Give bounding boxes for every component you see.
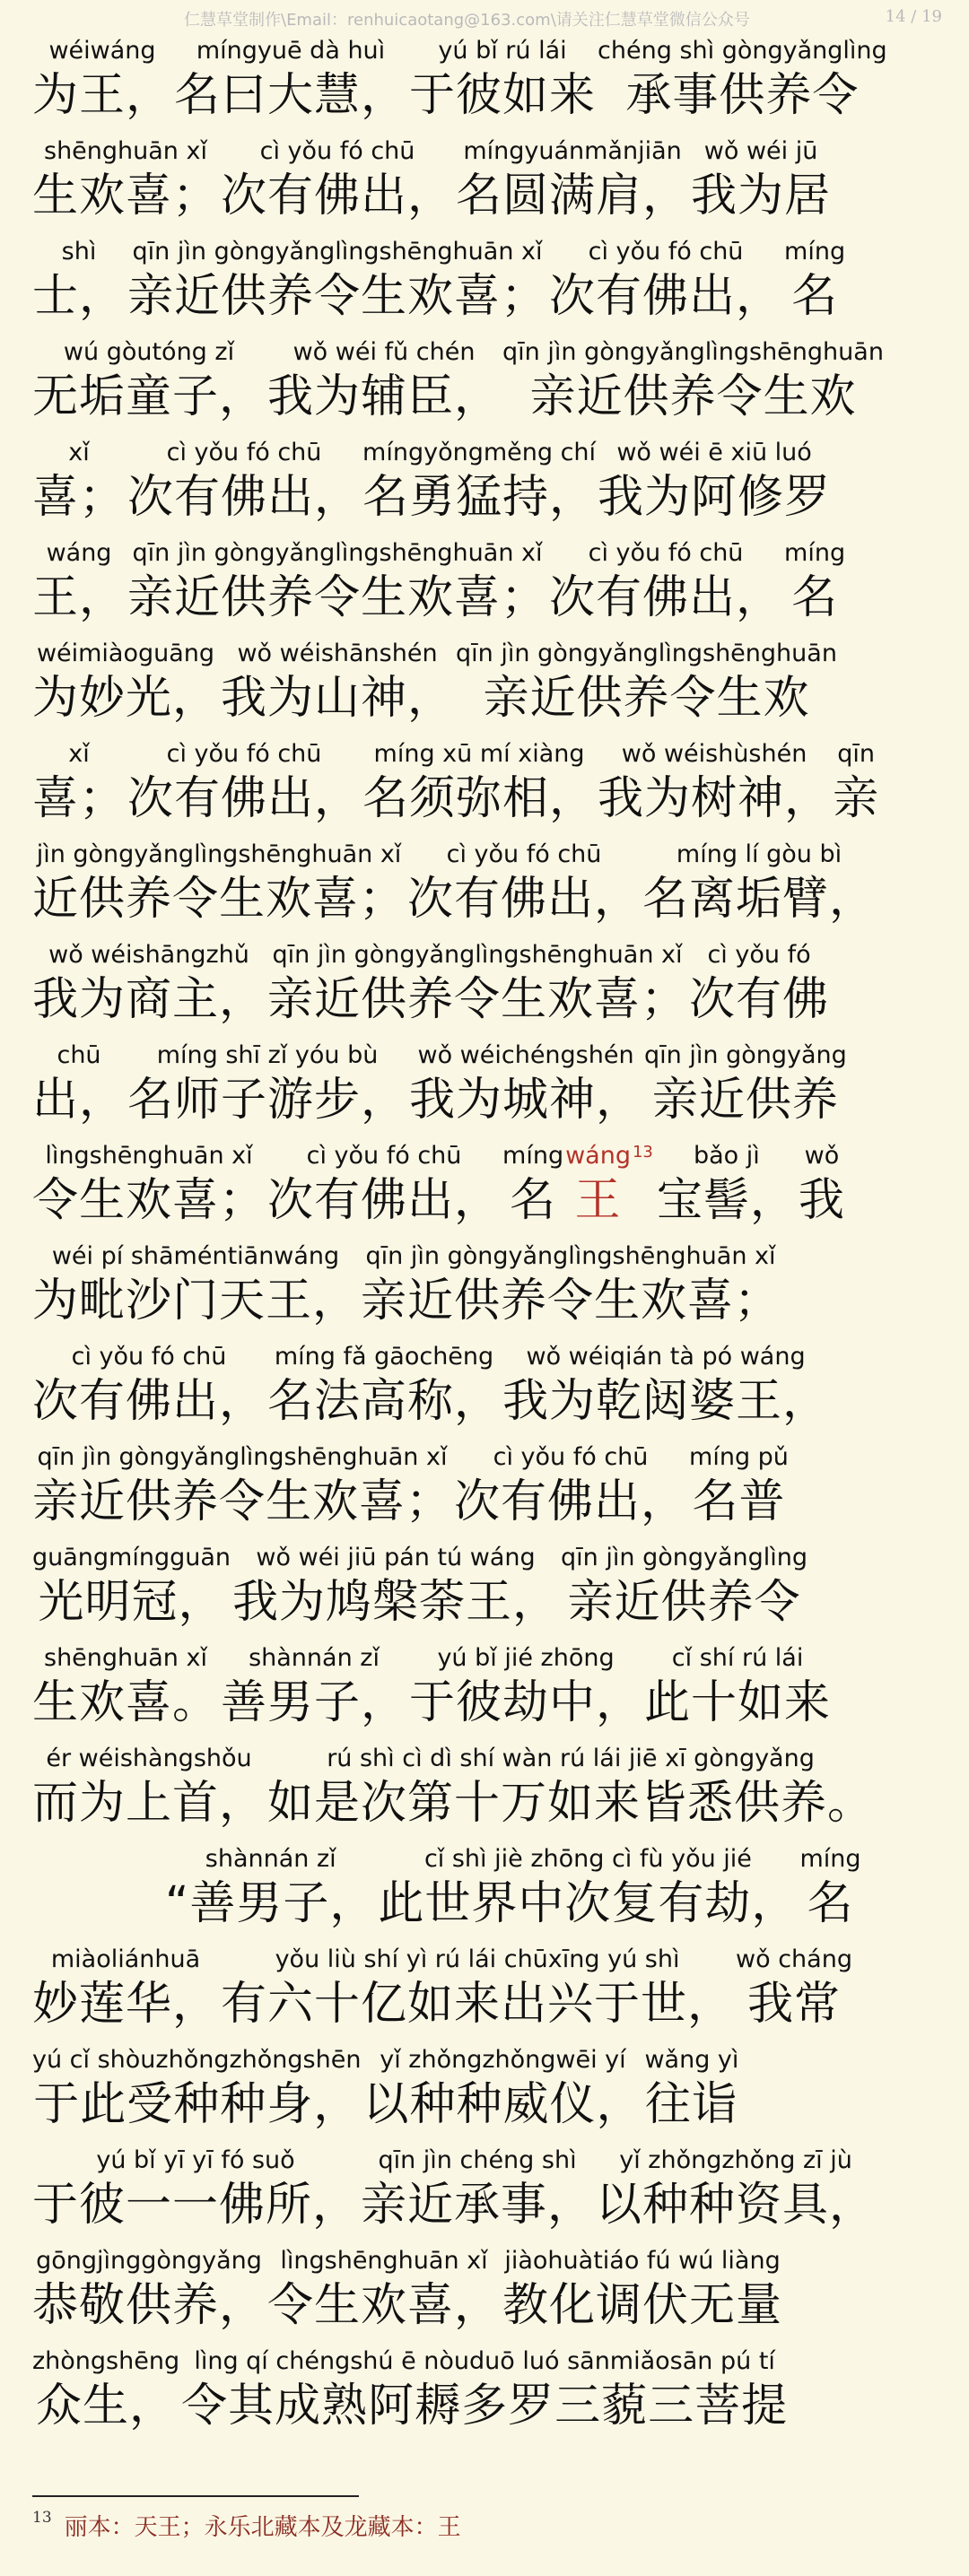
annotated-phrase xyxy=(644,2045,738,2135)
annotated-phrase xyxy=(456,136,689,226)
text-line xyxy=(32,639,944,739)
annotated-phrase xyxy=(32,1040,126,1130)
annotated-phrase xyxy=(32,136,219,226)
hanzi: 名曰大慧， xyxy=(174,69,408,122)
pinyin: wǒ xyxy=(804,1142,840,1170)
annotated-phrase xyxy=(691,136,831,226)
pinyin: qīn xyxy=(837,740,875,768)
pinyin: wǒ wéi jū xyxy=(703,137,818,165)
annotated-phrase xyxy=(689,1442,789,1532)
pinyin: míng lí gòu bì xyxy=(676,840,842,868)
hanzi: 有六十亿如来出兴于世， xyxy=(221,1978,735,2031)
hanzi: 次有佛出， xyxy=(127,471,362,524)
hanzi: 于彼如来 xyxy=(409,69,597,122)
annotated-phrase xyxy=(362,438,596,527)
hanzi: 于彼劫中， xyxy=(409,1676,643,1729)
annotated-phrase xyxy=(32,438,126,527)
hanzi: 亲近供养令生欢喜； xyxy=(361,1275,781,1327)
annotated-phrase xyxy=(127,739,361,829)
text-line xyxy=(32,36,944,136)
hanzi: 亲近供养令生欢喜； xyxy=(267,973,688,1026)
pinyin: ér wéishàngshǒu xyxy=(46,1745,252,1772)
pinyin: wǒ wéishùshén xyxy=(621,740,808,768)
annotated-phrase xyxy=(456,639,837,728)
annotated-phrase xyxy=(267,1342,501,1432)
text-line xyxy=(32,1543,944,1643)
pinyin: cì yǒu fó chū xyxy=(306,1142,462,1170)
annotated-phrase xyxy=(267,1141,501,1231)
pinyin: míngyuē dà huì xyxy=(196,37,386,65)
hanzi: 王 xyxy=(574,1174,622,1227)
pinyin: yú bǐ jié zhōng xyxy=(437,1644,615,1672)
hanzi: 如是次第十万如来皆悉供养。 xyxy=(267,1777,875,1830)
annotated-phrase xyxy=(267,337,501,427)
hanzi: 以种种资具， xyxy=(596,2179,877,2232)
pinyin: cǐ shí rú lái xyxy=(671,1644,804,1672)
pinyin: wáng xyxy=(46,539,112,567)
annotated-phrase xyxy=(644,1643,831,1733)
hanzi: 次有佛出， xyxy=(32,1375,266,1428)
pinyin: qīn jìn gòngyǎng xyxy=(644,1041,847,1069)
annotated-phrase xyxy=(362,739,596,829)
hanzi: 名离垢臂， xyxy=(642,873,877,926)
hanzi: 我为城神， xyxy=(409,1074,643,1127)
pinyin: cì yǒu fó chū xyxy=(259,137,415,165)
hanzi: 亲近承事， xyxy=(361,2179,595,2232)
text-line xyxy=(32,1744,944,1844)
pinyin: qīn jìn gòngyǎnglìngshēnghuān xǐ xyxy=(272,941,683,969)
hanzi: 为毗沙门天王， xyxy=(32,1275,360,1327)
text-line xyxy=(32,1141,944,1241)
annotated-phrase xyxy=(127,237,547,326)
hanzi: 令生欢喜； xyxy=(32,1174,266,1227)
pinyin: yǐ zhǒngzhǒngwēi yí xyxy=(380,2046,626,2074)
hanzi: 众生， xyxy=(36,2380,177,2432)
hanzi: 我为辅臣， xyxy=(267,370,502,423)
hanzi: 次有佛出， xyxy=(221,170,455,222)
hanzi: 名须弥相， xyxy=(362,772,597,825)
hanzi: “善男子， xyxy=(165,1877,377,1930)
hanzi: 亲近供养令生欢 xyxy=(483,672,810,725)
pinyin: qīn jìn gòngyǎnglìngshēnghuān xyxy=(456,640,837,667)
annotated-phrase xyxy=(32,36,172,126)
pinyin: wǒ wéishānshén xyxy=(237,640,438,667)
annotated-phrase xyxy=(598,438,831,527)
annotated-phrase xyxy=(267,2246,501,2336)
pinyin: xǐ xyxy=(68,740,90,768)
hanzi: 我为商主， xyxy=(32,973,266,1026)
hanzi: 名普 xyxy=(692,1475,786,1528)
annotated-phrase xyxy=(502,337,884,427)
pinyin: cì yǒu fó chū xyxy=(588,238,744,265)
pinyin: shì xyxy=(61,238,97,265)
hanzi: 次有佛出， xyxy=(549,270,783,323)
annotated-phrase xyxy=(32,739,126,829)
hanzi: 我为乾闼婆王， xyxy=(502,1375,830,1428)
pinyin: yǐ zhǒngzhǒng zī jù xyxy=(619,2146,852,2174)
hanzi: 而为上首， xyxy=(32,1777,266,1830)
hanzi: 妙莲华， xyxy=(32,1978,220,2031)
hanzi: 次有佛出， xyxy=(127,772,362,825)
hanzi: 于彼一一佛所， xyxy=(32,2179,360,2232)
pinyin: wǒ wéiqián tà pó wáng xyxy=(526,1343,806,1371)
annotated-phrase xyxy=(784,237,845,326)
hanzi: 此世界中次复有劫， xyxy=(378,1877,799,1930)
text-line xyxy=(32,538,944,639)
pinyin: míng xyxy=(502,1142,564,1170)
annotated-phrase xyxy=(784,538,845,628)
hanzi: 次有佛出， xyxy=(454,1475,688,1528)
annotated-phrase xyxy=(127,538,547,628)
annotated-phrase xyxy=(32,1543,231,1632)
pinyin: míng pǔ xyxy=(689,1443,789,1471)
pinyin: wǒ wéishāngzhǔ xyxy=(48,941,249,969)
hanzi: 次有佛 xyxy=(689,973,830,1026)
hanzi: 出， xyxy=(32,1074,127,1127)
pinyin: cì yǒu fó chū xyxy=(493,1443,649,1471)
pinyin: miàoliánhuā xyxy=(50,1945,201,1973)
pinyin: cì yǒu fó chū xyxy=(166,740,322,768)
annotated-phrase xyxy=(32,840,406,929)
annotated-phrase xyxy=(32,1744,266,1833)
text-line xyxy=(32,136,944,237)
annotated-phrase xyxy=(689,940,829,1030)
hanzi: 名 xyxy=(510,1174,557,1227)
hanzi: 亲近供养令生欢喜； xyxy=(127,571,548,624)
hanzi: 恭敬供养， xyxy=(32,2279,266,2332)
pinyin: chū xyxy=(57,1041,101,1069)
hanzi: 近供养令生欢喜； xyxy=(32,873,406,926)
pinyin: shànnán zǐ xyxy=(249,1644,380,1672)
text-line xyxy=(32,337,944,438)
text-line xyxy=(32,2145,944,2246)
hanzi: 无垢童子， xyxy=(32,370,266,423)
annotated-phrase xyxy=(267,1744,874,1833)
annotated-phrase xyxy=(378,1844,798,1934)
pinyin: wéiwáng xyxy=(48,37,156,65)
pinyin: jìn gòngyǎnglìngshēnghuān xǐ xyxy=(36,840,402,868)
pinyin: míngyǒngměng chí xyxy=(362,439,597,466)
footnote-ref[interactable]: 13 xyxy=(632,1143,653,1162)
hanzi: 令其成熟阿耨多罗三藐三菩提 xyxy=(181,2380,789,2432)
annotated-phrase xyxy=(833,739,879,829)
pinyin: wáng xyxy=(565,1142,631,1170)
hanzi: 我 xyxy=(798,1174,845,1227)
pinyin: míng xyxy=(784,539,846,567)
pinyin: lìngshēnghuān xǐ xyxy=(280,2247,488,2275)
pinyin: yú bǐ yī yī fó suǒ xyxy=(96,2146,295,2174)
pinyin: rú shì cì dì shí wàn rú lái jiē xī gòngyǎng xyxy=(327,1745,815,1772)
hanzi: 亲近供养 xyxy=(651,1074,839,1127)
pinyin: míng fǎ gāochēng xyxy=(274,1343,494,1371)
hanzi: 次有佛出， xyxy=(267,1174,502,1227)
pinyin: cǐ shì jiè zhōng cì fù yǒu jié xyxy=(423,1845,752,1873)
hanzi: 王， xyxy=(32,571,127,624)
pinyin: lìng qí chéngshú ē nòuduō luó sānmiǎosān pú tí xyxy=(194,2347,775,2375)
hanzi: 生欢喜。 xyxy=(32,1676,220,1729)
annotated-phrase xyxy=(32,2045,361,2135)
text-line xyxy=(32,840,944,940)
hanzi: 此十如来 xyxy=(644,1676,832,1729)
text-body xyxy=(32,36,944,2447)
annotated-phrase xyxy=(32,1241,359,1331)
footnote-text: 丽本：天王；永乐北藏本及龙藏本：王 xyxy=(64,2514,461,2541)
annotated-phrase xyxy=(32,1945,219,2034)
annotated-phrase xyxy=(502,1342,829,1432)
hanzi: 我为鸠槃荼王， xyxy=(232,1576,560,1629)
text-line xyxy=(32,1643,944,1744)
pinyin: zhòngshēng xyxy=(32,2347,180,2375)
pinyin: bǎo jì xyxy=(694,1142,760,1170)
pinyin: qīn jìn gòngyǎnglìngshēnghuān xyxy=(502,338,884,366)
pinyin: qīn jìn gòngyǎnglìng xyxy=(561,1544,808,1571)
pinyin: cì yǒu fó chū xyxy=(588,539,744,567)
annotated-phrase xyxy=(232,1543,559,1632)
pinyin: gōngjìnggòngyǎng xyxy=(36,2247,262,2275)
hanzi: 亲近供养令 xyxy=(567,1576,801,1629)
hanzi: 我为树神， xyxy=(598,772,832,825)
text-line xyxy=(32,2346,944,2447)
pinyin: yú cǐ shòuzhǒngzhǒngshēn xyxy=(32,2046,362,2074)
annotated-phrase xyxy=(596,2145,876,2235)
hanzi: 次有佛出， xyxy=(549,571,783,624)
annotated-phrase xyxy=(32,2346,179,2436)
annotated-phrase xyxy=(32,337,266,427)
hanzi: 我为山神， xyxy=(221,672,455,725)
annotated-phrase xyxy=(221,136,454,226)
hanzi: 光明冠， xyxy=(38,1576,225,1629)
pinyin: yǒu liù shí yì rú lái chūxīng yú shì xyxy=(275,1945,680,1973)
hanzi: 我为居 xyxy=(691,170,832,222)
annotated-phrase xyxy=(799,1141,845,1231)
pinyin: cì yǒu fó chū xyxy=(446,840,602,868)
text-line xyxy=(32,1945,944,2045)
text-line xyxy=(32,1241,944,1342)
annotated-phrase xyxy=(165,1844,376,1934)
annotated-phrase xyxy=(598,36,887,126)
hanzi: 为王， xyxy=(32,69,173,122)
pinyin: cì yǒu fó xyxy=(707,941,811,969)
text-line xyxy=(32,1844,944,1945)
hanzi: 往诣 xyxy=(644,2078,738,2131)
hanzi: 生欢喜； xyxy=(32,170,220,222)
pinyin: cì yǒu fó chū xyxy=(71,1343,227,1371)
annotated-phrase xyxy=(32,2145,359,2235)
annotated-phrase xyxy=(549,237,782,326)
text-line xyxy=(32,438,944,538)
hanzi: 名圆满肩， xyxy=(456,170,690,222)
annotated-phrase xyxy=(32,237,126,326)
annotated-phrase xyxy=(32,538,126,628)
annotated-phrase xyxy=(32,940,266,1030)
hanzi: 我常 xyxy=(746,1978,841,2031)
pinyin: qīn jìn gòngyǎnglìngshēnghuān xǐ xyxy=(365,1242,776,1270)
hanzi: 亲近供养令生欢喜； xyxy=(127,270,548,323)
text-line xyxy=(32,237,944,337)
hanzi: 以种种威仪， xyxy=(362,2078,643,2131)
hanzi: 名 xyxy=(791,270,839,323)
annotated-phrase xyxy=(409,36,596,126)
footnote xyxy=(32,2509,461,2542)
pinyin: guāngmíngguān xyxy=(32,1544,231,1571)
hanzi: 令生欢喜， xyxy=(267,2279,502,2332)
footnote-divider xyxy=(32,2495,359,2497)
pinyin: míngyuánmǎnjiān xyxy=(463,137,682,165)
annotated-phrase xyxy=(549,538,782,628)
annotated-phrase xyxy=(361,1241,781,1331)
pinyin: qīn jìn chéng shì xyxy=(378,2146,577,2174)
annotated-phrase xyxy=(502,2246,782,2336)
annotated-phrase xyxy=(642,840,876,929)
pinyin: shēnghuān xǐ xyxy=(44,137,207,165)
pinyin: wǒ wéi ē xiū luó xyxy=(616,439,812,466)
pinyin: yú bǐ rú lái xyxy=(438,37,567,65)
hanzi: 次有佛出， xyxy=(407,873,642,926)
annotated-phrase xyxy=(502,1141,563,1231)
variant-reading-word xyxy=(565,1141,631,1231)
annotated-phrase xyxy=(407,840,641,929)
pinyin: qīn jìn gòngyǎnglìngshēnghuān xǐ xyxy=(132,238,543,265)
hanzi: 教化调伏无量 xyxy=(502,2279,783,2332)
text-line xyxy=(32,1442,944,1543)
pinyin: wǎng yì xyxy=(644,2046,739,2074)
annotated-phrase xyxy=(32,2246,266,2336)
pinyin: míng xyxy=(784,238,846,265)
hanzi: 喜； xyxy=(32,772,127,825)
page-number: 14 / 19 xyxy=(885,7,942,26)
annotated-phrase xyxy=(221,639,454,728)
pinyin: wǒ wéi jiū pán tú wáng xyxy=(256,1544,536,1571)
annotated-phrase xyxy=(598,739,831,829)
text-line xyxy=(32,739,944,840)
pinyin: wǒ wéichéngshén xyxy=(417,1041,634,1069)
text-line xyxy=(32,940,944,1040)
annotated-phrase xyxy=(127,438,361,527)
pinyin: wú gòutóng zǐ xyxy=(63,338,235,366)
annotated-phrase xyxy=(657,1141,797,1231)
text-line xyxy=(32,1040,944,1141)
annotated-phrase xyxy=(409,1643,642,1733)
hanzi: 善男子， xyxy=(221,1676,408,1729)
annotated-phrase xyxy=(32,1141,266,1231)
hanzi: 名法高称， xyxy=(267,1375,502,1428)
pinyin: wéi pí shāméntiānwáng xyxy=(51,1242,340,1270)
pinyin: shànnán zǐ xyxy=(205,1845,336,1873)
hanzi: 喜； xyxy=(32,471,127,524)
annotated-phrase xyxy=(32,1442,452,1532)
annotated-phrase xyxy=(32,1342,266,1432)
annotated-phrase xyxy=(181,2346,788,2436)
annotated-phrase xyxy=(409,1040,642,1130)
hanzi: 宝髻， xyxy=(656,1174,797,1227)
hanzi: 亲 xyxy=(833,772,880,825)
hanzi: 名师子游步， xyxy=(127,1074,408,1127)
text-line xyxy=(32,2045,944,2145)
pinyin: wǒ wéi fǔ chén xyxy=(292,338,476,366)
annotated-phrase xyxy=(644,1040,847,1130)
annotated-phrase xyxy=(267,940,687,1030)
annotated-phrase xyxy=(221,1643,407,1733)
text-line xyxy=(32,2246,944,2346)
pinyin: cì yǒu fó chū xyxy=(166,439,322,466)
hanzi: 亲近供养令生欢喜； xyxy=(32,1475,453,1528)
annotated-phrase xyxy=(221,1945,734,2034)
pinyin: qīn jìn gòngyǎnglìngshēnghuān xǐ xyxy=(37,1443,448,1471)
text-line xyxy=(32,1342,944,1442)
annotated-phrase xyxy=(362,2045,642,2135)
hanzi: 承事供养令 xyxy=(625,69,860,122)
pinyin: míng xū mí xiàng xyxy=(373,740,585,768)
hanzi: 于此受种种身， xyxy=(33,2078,361,2131)
pinyin: míng xyxy=(799,1845,861,1873)
annotated-phrase xyxy=(561,1543,808,1632)
hanzi: 名 xyxy=(791,571,839,624)
pinyin: qīn jìn gòngyǎnglìngshēnghuān xǐ xyxy=(132,539,543,567)
hanzi: 名 xyxy=(807,1877,854,1930)
annotated-phrase xyxy=(799,1844,860,1934)
pinyin: shēnghuān xǐ xyxy=(44,1644,207,1672)
annotated-phrase xyxy=(32,639,219,728)
annotated-phrase xyxy=(736,1945,852,2034)
annotated-phrase xyxy=(361,2145,594,2235)
hanzi: 为妙光， xyxy=(32,672,220,725)
page-header xyxy=(0,5,969,32)
hanzi: 我为阿修罗 xyxy=(598,471,832,524)
annotated-phrase xyxy=(32,1643,219,1733)
hanzi: 亲近供养令生欢 xyxy=(529,370,857,423)
hanzi: 士， xyxy=(32,270,127,323)
annotated-phrase xyxy=(127,1040,407,1130)
pinyin: jiàohuàtiáo fú wú liàng xyxy=(504,2247,781,2275)
hanzi: 名勇猛持， xyxy=(362,471,597,524)
header-meta: 仁慧草堂制作\Email：renhuicaotang@163.com\请关注仁慧草堂微信公众号 xyxy=(184,11,750,30)
pinyin: wéimiàoguāng xyxy=(36,640,215,667)
annotated-phrase xyxy=(454,1442,687,1532)
footnote-number: 13 xyxy=(32,2509,52,2527)
pinyin: xǐ xyxy=(68,439,90,466)
pinyin: lìngshēnghuān xǐ xyxy=(45,1142,253,1170)
pinyin: wǒ cháng xyxy=(736,1945,852,1973)
pinyin: chéng shì gòngyǎnglìng xyxy=(598,37,887,65)
pinyin: míng shī zǐ yóu bù xyxy=(156,1041,379,1069)
annotated-phrase xyxy=(174,36,407,126)
